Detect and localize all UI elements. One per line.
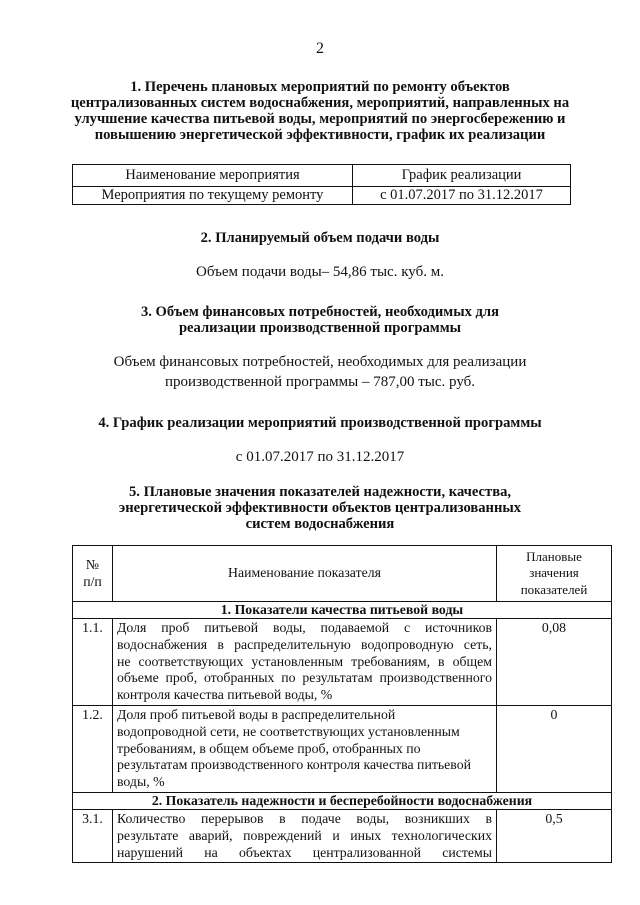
section3-title-line: 3. Объем финансовых потребностей, необходимых для: [140, 304, 500, 320]
row-text-line: Доля проб питьевой воды, подаваемой с источников: [117, 620, 492, 635]
section3-title-line: реализации производственной программы: [178, 320, 462, 336]
row-indicator-text: [113, 809, 497, 862]
row-text-line: не соответствующих установленным требованиям, в общем: [117, 653, 492, 669]
table-row: [73, 705, 612, 792]
activities-table: [72, 164, 571, 205]
group-title-quality: 1. Показатели качества питьевой воды: [73, 602, 612, 619]
row-text-line: нарушений на объектах централизованной системы: [117, 844, 492, 860]
activities-header-name: Наименование мероприятия: [73, 165, 353, 187]
section5-title-line: 5. Плановые значения показателей надежности, качества,: [128, 484, 512, 500]
row-value: 0,5: [497, 809, 612, 862]
section5-title-line: систем водоснабжения: [245, 516, 395, 532]
row-text-line: Доля проб питьевой воды в распределительной: [117, 706, 396, 722]
section4-text: с 01.07.2017 по 31.12.2017: [235, 449, 405, 465]
section3-text-line: производственной программы – 787,00 тыс. руб.: [164, 374, 476, 390]
row-number: 3.1.: [73, 809, 113, 862]
row-value: 0,08: [497, 619, 612, 706]
row-text-line: Количество перерывов в подаче воды, возникших в: [117, 810, 492, 826]
row-text-line: результате аварий, повреждений и иных технологических: [117, 827, 492, 843]
indicators-table: [72, 545, 612, 863]
header-number-line: №: [85, 556, 100, 572]
row-number: 1.2.: [73, 705, 113, 792]
header-value-line: показателей: [520, 581, 588, 597]
header-value-line: Плановые: [526, 548, 582, 564]
section5-title: [0, 484, 640, 532]
table-row: [73, 809, 612, 862]
row-text-line: водоснабжения в распределительную водопроводную сеть,: [117, 636, 492, 652]
section1-title-line: повышению энергетической эффективности, график их реализации: [94, 127, 546, 143]
header-value-line: значения: [529, 565, 579, 581]
section3-title: [0, 304, 640, 336]
indicators-header-number: [73, 546, 113, 602]
section2-title: 2. Планируемый объем подачи воды: [200, 230, 440, 246]
row-indicator-text: [113, 705, 497, 792]
table-row: [73, 619, 612, 706]
row-text-line: результатам производственного контроля качества питьевой: [117, 757, 471, 773]
indicators-header-value: [497, 546, 612, 602]
section1-title-line: 1. Перечень плановых мероприятий по ремонту объектов: [130, 79, 510, 95]
section4-title: 4. График реализации мероприятий производственной программы: [98, 415, 542, 431]
row-text-line: водопроводной сети, не соответствующих установленным: [117, 723, 460, 739]
row-indicator-text: [113, 619, 497, 706]
section5-title-line: энергетической эффективности объектов централизованных: [118, 500, 522, 516]
row-text-line: требованиям, в общем объеме проб, отобранных по: [117, 740, 421, 756]
row-text-line: воды, %: [117, 774, 165, 790]
row-text-line: объеме проб, отобранных по результатам производственного: [117, 670, 492, 686]
row-value: 0: [497, 705, 612, 792]
header-number-line: п/п: [83, 573, 102, 589]
section3-text: [0, 352, 640, 392]
activities-header-schedule: График реализации: [353, 165, 571, 187]
activities-cell-name: Мероприятия по текущему ремонту: [73, 187, 353, 205]
indicators-header-name: Наименование показателя: [113, 546, 497, 602]
section1-title-line: централизованных систем водоснабжения, мероприятий, направленных на: [70, 95, 570, 111]
section2-text: Объем подачи воды– 54,86 тыс. куб. м.: [196, 264, 444, 280]
activities-cell-schedule: с 01.07.2017 по 31.12.2017: [353, 187, 571, 205]
row-text-line: контроля качества питьевой воды, %: [117, 687, 333, 703]
section3-text-line: Объем финансовых потребностей, необходимых для реализации: [113, 354, 527, 370]
section1-title-line: улучшение качества питьевой воды, мероприятий по энергосбережению и: [74, 111, 566, 127]
section1-title: [0, 79, 640, 143]
row-number: 1.1.: [73, 619, 113, 706]
page-number: 2: [316, 40, 324, 57]
group-title-reliability: 2. Показатель надежности и бесперебойности водоснабжения: [73, 792, 612, 809]
